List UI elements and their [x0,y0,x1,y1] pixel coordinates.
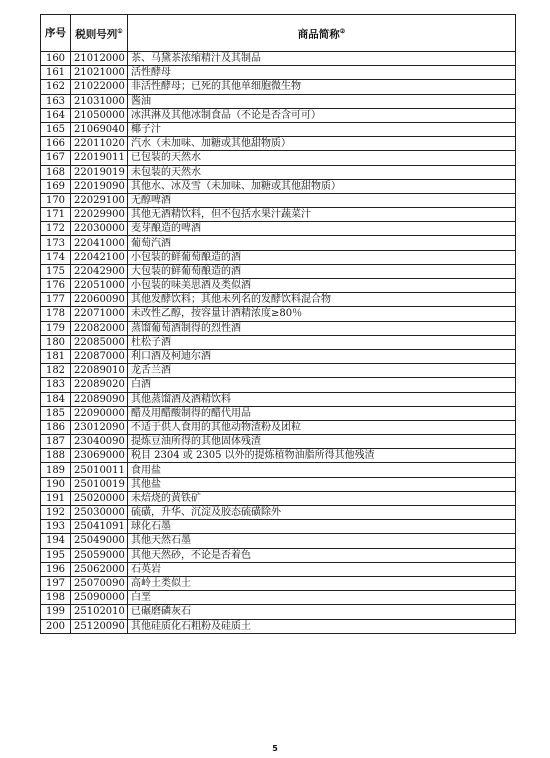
row-name: 其他水、冰及雪（未加味、加糖或其他甜物质） [128,179,516,193]
row-seq: 160 [41,52,71,66]
row-code: 21012000 [71,52,128,66]
row-name: 酱油 [128,94,516,108]
table-row [41,364,516,378]
table-row [41,576,516,590]
row-code: 25090000 [71,591,128,605]
row-name: 硫磺，升华、沉淀及胶态硫磺除外 [128,506,516,520]
row-name: 白垩 [128,591,516,605]
row-code: 22071000 [71,307,128,321]
row-name: 其他无酒精饮料，但不包括水果汁蔬菜汁 [128,208,516,222]
row-code: 25059000 [71,548,128,562]
row-seq: 196 [41,562,71,576]
row-code: 25102010 [71,605,128,619]
row-seq: 180 [41,335,71,349]
row-code: 22029900 [71,208,128,222]
row-code: 22089020 [71,378,128,392]
table-row [41,80,516,94]
table-row [41,435,516,449]
row-seq: 172 [41,222,71,236]
header-code [71,15,128,52]
table-row [41,307,516,321]
row-name: 麦芽酿造的啤酒 [128,222,516,236]
table-row [41,520,516,534]
table-row [41,449,516,463]
table-row [41,137,516,151]
row-seq: 165 [41,122,71,136]
row-code: 22029100 [71,193,128,207]
row-seq: 169 [41,179,71,193]
table-row [41,179,516,193]
row-seq: 171 [41,208,71,222]
row-name: 葡萄汽酒 [128,236,516,250]
header-code-footnote: ① [117,27,123,35]
table-row [41,264,516,278]
table-row [41,293,516,307]
header-name [128,15,516,52]
page-number: 5 [272,744,278,753]
table-row [41,193,516,207]
row-seq: 184 [41,392,71,406]
row-seq: 199 [41,605,71,619]
row-name: 茶、马黛茶浓缩精汁及其制品 [128,52,516,66]
row-name: 高岭土类似土 [128,576,516,590]
row-seq: 166 [41,137,71,151]
row-name: 其他蒸馏酒及酒精饮料 [128,392,516,406]
row-code: 25010011 [71,463,128,477]
row-seq: 193 [41,520,71,534]
row-seq: 194 [41,534,71,548]
header-seq-label: 序号 [45,26,66,39]
table-row [41,122,516,136]
tariff-table [40,14,516,634]
row-name: 税目 2304 或 2305 以外的提炼植物油脂所得其他残渣 [128,449,516,463]
header-seq [41,15,71,52]
row-seq: 186 [41,420,71,434]
row-name: 其他盐 [128,477,516,491]
header-row [41,15,516,52]
row-name: 小包装的味美思酒及类似酒 [128,279,516,293]
table-row [41,108,516,122]
table-row [41,477,516,491]
row-name: 龙舌兰酒 [128,364,516,378]
row-code: 21021000 [71,66,128,80]
row-code: 22019011 [71,151,128,165]
row-code: 22090000 [71,406,128,420]
row-name: 蒸馏葡萄酒制得的烈性酒 [128,321,516,335]
row-name: 其他天然砂，不论是否着色 [128,548,516,562]
row-seq: 177 [41,293,71,307]
row-name: 球化石墨 [128,520,516,534]
table-row [41,151,516,165]
table-row [41,94,516,108]
row-name: 无醇啤酒 [128,193,516,207]
row-name: 提炼豆油所得的其他固体残渣 [128,435,516,449]
row-name: 汽水（未加味、加糖或其他甜物质） [128,137,516,151]
row-code: 22030000 [71,222,128,236]
table-row [41,534,516,548]
row-name: 冰淇淋及其他冰制食品（不论是否含可可） [128,108,516,122]
table-body [41,52,516,634]
table-row [41,222,516,236]
row-seq: 178 [41,307,71,321]
row-name: 未焙烧的黄铁矿 [128,491,516,505]
row-code: 22041000 [71,236,128,250]
row-seq: 167 [41,151,71,165]
row-code: 25120090 [71,619,128,633]
table-row [41,548,516,562]
row-name: 白酒 [128,378,516,392]
table-row [41,165,516,179]
table-row [41,236,516,250]
row-code: 22087000 [71,349,128,363]
row-name: 大包装的鲜葡萄酿造的酒 [128,264,516,278]
row-code: 22011020 [71,137,128,151]
row-code: 22089090 [71,392,128,406]
table-row [41,562,516,576]
table-row [41,491,516,505]
table-row [41,349,516,363]
row-code: 25020000 [71,491,128,505]
row-seq: 200 [41,619,71,633]
row-seq: 189 [41,463,71,477]
header-name-label: 商品简称 [297,28,340,41]
row-code: 22042900 [71,264,128,278]
row-seq: 182 [41,364,71,378]
row-name: 利口酒及柯迪尔酒 [128,349,516,363]
row-code: 21050000 [71,108,128,122]
row-seq: 185 [41,406,71,420]
row-code: 22042100 [71,250,128,264]
row-code: 22089010 [71,364,128,378]
row-name: 其他硅质化石粗粉及硅质土 [128,619,516,633]
table-row [41,378,516,392]
table-row [41,279,516,293]
row-code: 22082000 [71,321,128,335]
header-code-label: 税则号列 [75,28,118,41]
row-seq: 198 [41,591,71,605]
table-row [41,420,516,434]
row-code: 23012090 [71,420,128,434]
row-code: 22085000 [71,335,128,349]
row-code: 25030000 [71,506,128,520]
row-seq: 173 [41,236,71,250]
row-name: 椰子汁 [128,122,516,136]
row-seq: 181 [41,349,71,363]
row-name: 其他天然石墨 [128,534,516,548]
row-seq: 161 [41,66,71,80]
row-seq: 176 [41,279,71,293]
table-row [41,463,516,477]
table-row [41,66,516,80]
row-seq: 162 [41,80,71,94]
table-row [41,392,516,406]
row-code: 22019019 [71,165,128,179]
row-name: 未改性乙醇，按容量计酒精浓度≥80％ [128,307,516,321]
row-name: 已碾磨磷灰石 [128,605,516,619]
table-row [41,506,516,520]
table-header [41,15,516,52]
row-code: 25041091 [71,520,128,534]
row-code: 25010019 [71,477,128,491]
row-code: 22019090 [71,179,128,193]
row-code: 21031000 [71,94,128,108]
table-row [41,619,516,633]
row-seq: 170 [41,193,71,207]
row-seq: 164 [41,108,71,122]
row-name: 其他发酵饮料；其他未列名的发酵饮料混合物 [128,293,516,307]
table-row [41,52,516,66]
row-seq: 183 [41,378,71,392]
row-seq: 187 [41,435,71,449]
row-name: 食用盐 [128,463,516,477]
row-seq: 190 [41,477,71,491]
row-name: 杜松子酒 [128,335,516,349]
row-code: 25062000 [71,562,128,576]
table-row [41,591,516,605]
row-name: 不适于供人食用的其他动物渣粉及团粒 [128,420,516,434]
row-code: 21022000 [71,80,128,94]
row-name: 小包装的鲜葡萄酿造的酒 [128,250,516,264]
row-seq: 175 [41,264,71,278]
row-seq: 192 [41,506,71,520]
row-name: 活性酵母 [128,66,516,80]
row-seq: 188 [41,449,71,463]
row-code: 21069040 [71,122,128,136]
table-row [41,406,516,420]
row-seq: 174 [41,250,71,264]
row-code: 23069000 [71,449,128,463]
row-seq: 191 [41,491,71,505]
row-code: 25070090 [71,576,128,590]
row-code: 23040090 [71,435,128,449]
row-name: 石英岩 [128,562,516,576]
table-row [41,208,516,222]
row-code: 25049000 [71,534,128,548]
row-seq: 163 [41,94,71,108]
table-row [41,321,516,335]
row-name: 非活性酵母；已死的其他单细胞微生物 [128,80,516,94]
row-code: 22060090 [71,293,128,307]
row-name: 已包装的天然水 [128,151,516,165]
row-seq: 179 [41,321,71,335]
row-seq: 168 [41,165,71,179]
table-row [41,335,516,349]
header-name-footnote: ② [339,27,346,35]
row-name: 醋及用醋酸制得的醋代用品 [128,406,516,420]
row-code: 22051000 [71,279,128,293]
row-name: 未包装的天然水 [128,165,516,179]
table-row [41,250,516,264]
row-seq: 197 [41,576,71,590]
table-row [41,605,516,619]
row-seq: 195 [41,548,71,562]
